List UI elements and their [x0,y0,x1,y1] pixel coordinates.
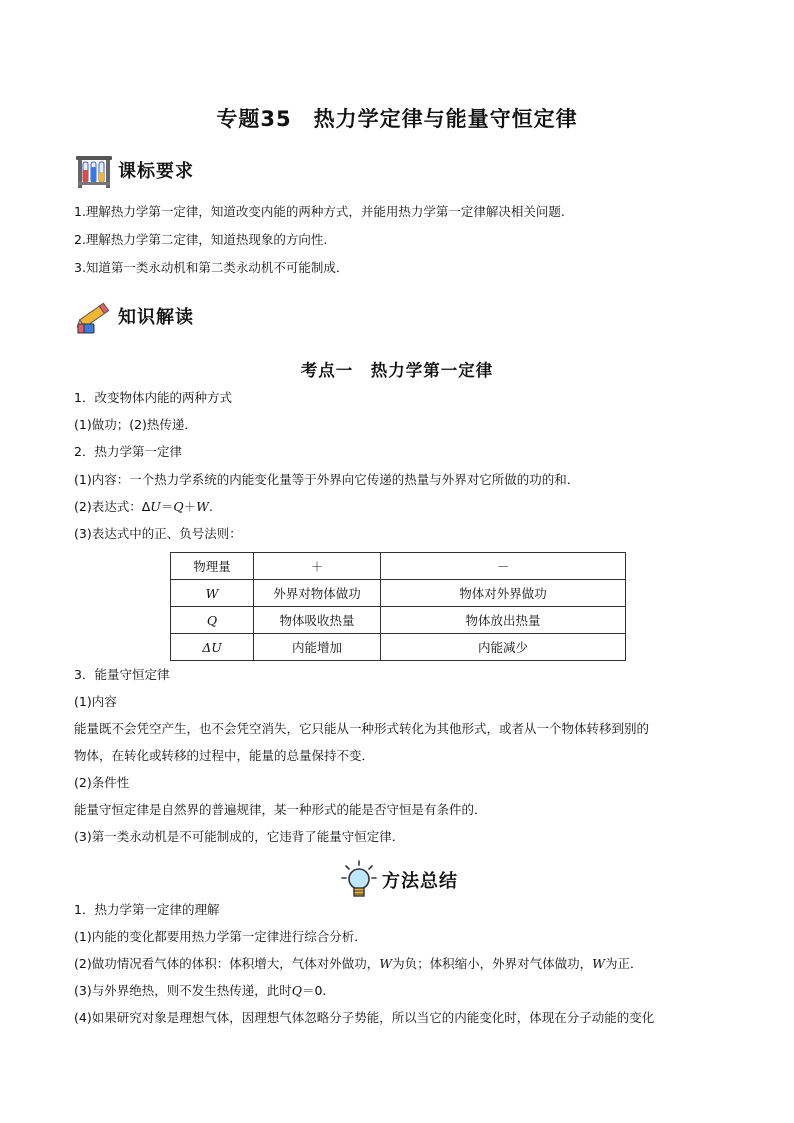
m1-line-2-b: 为负；体积缩小，外界对气体做功， [392,956,593,971]
s3-sub1: (1)内容 [74,694,117,709]
s3-paragraph-1a: 能量既不会凭空产生，也不会凭空消失，它只能从一种形式转化为其他形式，或者从一个物体转移到别的 [74,721,650,736]
table-cell-minus: 物体对外界做功 [381,580,626,607]
table-row [171,607,626,634]
table-header-cell: － [381,553,626,580]
m1-line-1: (1)内能的变化都要用热力学第一定律进行综合分析． [74,929,367,944]
s3-paragraph-1b: 物体，在转化或转移的过程中，能量的总量保持不变． [74,748,375,763]
m1-line-3-a: (3)与外界绝热，则不发生热传递，此时 [74,983,292,998]
s2-formula-prefix: (2)表达式：Δ [74,499,151,514]
m1-line-3-b: ＝0. [301,983,327,998]
curriculum-badge-label: 课标要求 [118,161,194,182]
pencil-eraser-icon [74,296,114,336]
curriculum-item-3: 3.知道第一类永动机和第二类永动机不可能制成． [74,260,349,275]
s3-sub2: (2)条件性 [74,775,130,790]
method-badge [340,860,458,900]
section-title: 考点一 热力学第一定律 [300,361,494,380]
m1-heading: 1．热力学第一定律的理解 [74,902,220,917]
s2-formula-u: U [150,499,161,514]
m1-line-2 [74,955,642,973]
table-row [171,634,626,661]
curriculum-badge [74,150,194,190]
method-badge-label: 方法总结 [382,871,458,892]
s2-formula-eq: ＝ [160,499,174,514]
s2-formula-w: W [196,499,209,514]
s2-content: (1)内容：一个热力学系统的内能变化量等于外界向它传递的热量与外界对它所做的功的和． [74,472,580,487]
table-cell-qty: ΔU [171,634,254,661]
test-tubes-icon [74,150,114,190]
table-cell-minus: 内能减少 [381,634,626,661]
curriculum-item-1: 1.理解热力学第一定律，知道改变内能的两种方式，并能用热力学第一定律解决相关问题. [74,204,565,219]
table-header-cell: ＋ [254,553,381,580]
s2-rule: (3)表达式中的正、负号法则： [74,526,242,541]
s2-formula-end: . [208,499,213,514]
table-header-cell: 物理量 [171,553,254,580]
s1-heading: 1．改变物体内能的两种方式 [74,390,232,405]
table-cell-qty: Q [171,607,254,634]
lightbulb-icon [340,860,378,900]
knowledge-badge [74,296,194,336]
s3-paragraph-2: 能量守恒定律是自然界的普遍规律，某一种形式的能是否守恒是有条件的． [74,802,487,817]
s2-formula-q: Q [173,499,184,514]
m1-line-2-c: 为正． [604,956,643,971]
m1-line-3-q: Q [291,983,302,998]
s2-formula [74,498,213,516]
s2-heading: 2．热力学第一定律 [74,444,182,459]
m1-line-2-w2: W [592,956,605,971]
sign-rule-table [170,552,626,661]
m1-line-2-a: (2)做功情况看气体的体积：体积增大，气体对外做功， [74,956,380,971]
table-cell-minus: 物体放出热量 [381,607,626,634]
table-cell-plus: 外界对物体做功 [254,580,381,607]
s2-formula-plus: ＋ [183,499,197,514]
document-title: 专题35 热力学定律与能量守恒定律 [216,107,578,131]
m1-line-2-w1: W [379,956,393,971]
table-row [171,580,626,607]
s3-heading: 3．能量守恒定律 [74,667,170,682]
table-header-row [171,553,626,580]
table-cell-plus: 物体吸收热量 [254,607,381,634]
s3-paragraph-3: (3)第一类永动机是不可能制成的，它违背了能量守恒定律． [74,829,405,844]
m1-line-4: (4)如果研究对象是理想气体，因理想气体忽略分子势能，所以当它的内能变化时，体现在分子动能的变化 [74,1010,655,1025]
m1-line-3 [74,982,326,1000]
knowledge-badge-label: 知识解读 [118,307,194,328]
table-cell-qty: W [171,580,254,607]
curriculum-item-2: 2.理解热力学第二定律，知道热现象的方向性. [74,232,328,247]
table-cell-plus: 内能增加 [254,634,381,661]
s1-text: (1)做功；(2)热传递． [74,417,197,432]
